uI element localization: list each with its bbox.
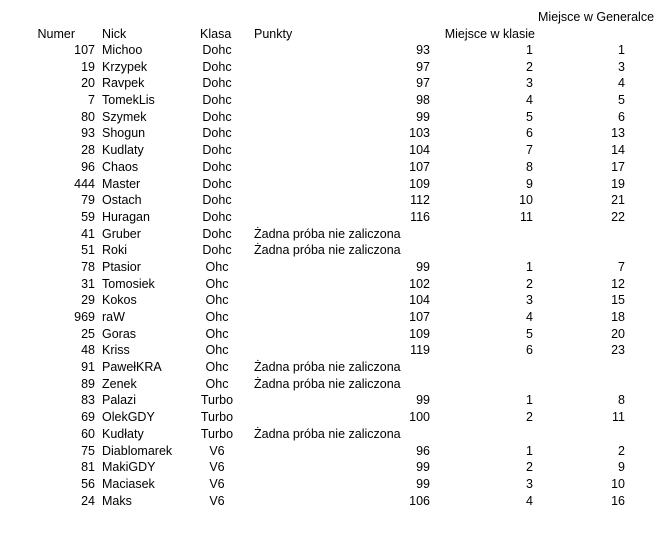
cell-nick: OlekGDY <box>102 410 155 425</box>
table-row <box>0 443 670 460</box>
table-row <box>0 309 670 326</box>
cell-numer: 60 <box>81 426 95 441</box>
cell-klasa: Ohc <box>205 376 229 391</box>
cell-punkty: 97 <box>416 76 430 91</box>
cell-miejsce-w-generalce: 20 <box>611 326 625 341</box>
cell-punkty: 99 <box>416 259 430 274</box>
cell-nick: Palazi <box>102 393 137 408</box>
cell-note: Żadna próba nie zaliczona <box>254 376 401 391</box>
cell-miejsce-w-generalce: 7 <box>618 259 625 274</box>
cell-numer: 96 <box>81 159 95 174</box>
cell-miejsce-w-klasie: 10 <box>519 193 533 208</box>
cell-nick: Krzypek <box>102 59 148 74</box>
cell-miejsce-w-klasie: 4 <box>526 310 533 324</box>
cell-miejsce-w-generalce: 2 <box>618 443 625 458</box>
cell-numer: 59 <box>81 209 95 224</box>
cell-klasa: Ohc <box>205 326 229 341</box>
cell-klasa: Dohc <box>202 43 232 57</box>
cell-nick: Zenek <box>102 376 137 391</box>
cell-numer: 93 <box>81 126 95 141</box>
table-row <box>0 359 670 376</box>
cell-klasa: Ohc <box>205 360 229 375</box>
cell-klasa: Dohc <box>202 93 232 108</box>
table-row <box>0 109 670 126</box>
cell-klasa: Dohc <box>202 209 232 224</box>
cell-punkty: 96 <box>416 443 430 458</box>
cell-numer: 107 <box>74 43 95 57</box>
cell-miejsce-w-generalce: 4 <box>618 76 625 91</box>
cell-numer: 83 <box>81 393 95 408</box>
cell-nick: Shogun <box>102 126 146 141</box>
cell-numer: 7 <box>88 93 95 108</box>
cell-miejsce-w-klasie: 4 <box>526 493 533 508</box>
cell-punkty: 112 <box>410 193 430 208</box>
results-table <box>0 8 670 509</box>
cell-numer: 91 <box>81 360 95 375</box>
cell-nick: Gruber <box>102 226 141 241</box>
cell-miejsce-w-klasie: 4 <box>526 93 533 108</box>
header-punkty: Punkty <box>254 27 293 41</box>
cell-punkty: 99 <box>416 460 430 475</box>
cell-klasa: Ohc <box>205 293 229 308</box>
cell-punkty: 106 <box>409 493 430 508</box>
cell-miejsce-w-klasie: 1 <box>526 393 533 408</box>
cell-nick: Huragan <box>102 209 150 224</box>
cell-punkty: 99 <box>416 476 430 491</box>
cell-miejsce-w-klasie: 2 <box>526 460 533 475</box>
cell-numer: 69 <box>81 410 95 425</box>
table-row <box>0 242 670 259</box>
cell-numer: 969 <box>74 310 95 324</box>
cell-punkty: 97 <box>416 59 430 74</box>
cell-punkty: 98 <box>416 93 430 108</box>
cell-klasa: Dohc <box>202 243 232 258</box>
cell-klasa: V6 <box>209 493 225 508</box>
table-header <box>0 8 670 42</box>
cell-klasa: Ohc <box>205 343 229 358</box>
cell-miejsce-w-klasie: 2 <box>526 410 533 425</box>
cell-numer: 28 <box>81 143 95 158</box>
cell-miejsce-w-generalce: 1 <box>618 43 625 57</box>
cell-miejsce-w-klasie: 5 <box>526 326 533 341</box>
cell-nick: Ptasior <box>102 259 141 274</box>
cell-nick: Szymek <box>102 109 147 124</box>
table-row <box>0 92 670 109</box>
table-row <box>0 75 670 92</box>
cell-numer: 79 <box>81 193 95 208</box>
table-row <box>0 176 670 193</box>
cell-numer: 48 <box>81 343 95 358</box>
cell-nick: TomekLis <box>102 93 155 108</box>
cell-numer: 444 <box>74 176 95 191</box>
cell-klasa: Dohc <box>202 193 232 208</box>
cell-miejsce-w-generalce: 12 <box>611 276 625 291</box>
cell-miejsce-w-generalce: 11 <box>612 410 625 425</box>
table-row <box>0 259 670 276</box>
cell-note: Żadna próba nie zaliczona <box>254 243 401 258</box>
cell-miejsce-w-generalce: 13 <box>611 126 625 141</box>
cell-numer: 25 <box>81 326 95 341</box>
cell-nick: Goras <box>102 326 137 341</box>
table-row <box>0 192 670 209</box>
cell-numer: 56 <box>81 476 95 491</box>
cell-nick: Master <box>102 176 141 191</box>
cell-miejsce-w-klasie: 6 <box>526 126 533 141</box>
cell-nick: Kudlaty <box>102 143 144 158</box>
cell-nick: Ostach <box>102 193 142 208</box>
cell-nick: Michoo <box>102 43 143 57</box>
table-row <box>0 426 670 443</box>
cell-nick: Kudłaty <box>102 426 144 441</box>
cell-klasa: Ohc <box>205 259 229 274</box>
cell-numer: 78 <box>81 259 95 274</box>
cell-klasa: Dohc <box>202 126 232 141</box>
cell-nick: Tomosiek <box>102 276 155 291</box>
cell-klasa: Turbo <box>200 410 234 425</box>
header-miejsce-w-generalce: Miejsce w Generalce <box>538 10 655 24</box>
cell-numer: 41 <box>81 226 95 241</box>
cell-nick: raW <box>102 310 125 324</box>
cell-miejsce-w-klasie: 9 <box>526 176 533 191</box>
header-klasa: Klasa <box>200 27 232 41</box>
table-row <box>0 476 670 493</box>
header-miejsce-w-klasie: Miejsce w klasie <box>444 27 535 41</box>
cell-numer: 80 <box>81 109 95 124</box>
cell-punkty: 104 <box>409 143 430 158</box>
cell-miejsce-w-generalce: 23 <box>611 343 625 358</box>
cell-klasa: Turbo <box>200 426 234 441</box>
table-row <box>0 493 670 510</box>
table-row <box>0 209 670 226</box>
cell-note: Żadna próba nie zaliczona <box>254 226 401 241</box>
cell-miejsce-w-generalce: 10 <box>611 476 625 491</box>
cell-miejsce-w-generalce: 5 <box>618 93 625 108</box>
cell-miejsce-w-klasie: 7 <box>526 143 533 158</box>
cell-klasa: Turbo <box>200 393 234 408</box>
cell-miejsce-w-klasie: 5 <box>526 109 533 124</box>
cell-numer: 75 <box>81 443 95 458</box>
header-nick: Nick <box>102 27 127 41</box>
cell-miejsce-w-generalce: 3 <box>618 59 625 74</box>
cell-punkty: 107 <box>409 159 430 174</box>
cell-numer: 29 <box>81 293 95 308</box>
table-row <box>0 392 670 409</box>
cell-miejsce-w-generalce: 22 <box>611 209 625 224</box>
cell-numer: 89 <box>81 376 95 391</box>
table-row <box>0 376 670 393</box>
cell-numer: 19 <box>81 59 95 74</box>
table-row <box>0 226 670 243</box>
table-row <box>0 42 670 59</box>
cell-punkty: 103 <box>409 126 430 141</box>
cell-numer: 20 <box>81 76 95 91</box>
cell-punkty: 109 <box>409 326 430 341</box>
table-row <box>0 59 670 76</box>
cell-klasa: Dohc <box>202 59 232 74</box>
table-row <box>0 409 670 426</box>
cell-klasa: Dohc <box>202 226 232 241</box>
cell-miejsce-w-klasie: 1 <box>526 443 533 458</box>
cell-miejsce-w-generalce: 8 <box>618 393 625 408</box>
cell-nick: Maciasek <box>102 476 155 491</box>
cell-nick: Kokos <box>102 293 137 308</box>
cell-numer: 81 <box>81 460 95 475</box>
cell-nick: Chaos <box>102 159 139 174</box>
cell-punkty: 119 <box>410 343 430 358</box>
cell-miejsce-w-generalce: 17 <box>611 159 625 174</box>
table-row <box>0 159 670 176</box>
cell-punkty: 99 <box>416 109 430 124</box>
cell-punkty: 109 <box>409 176 430 191</box>
cell-nick: MakiGDY <box>102 460 156 475</box>
cell-punkty: 116 <box>410 209 430 224</box>
cell-nick: PawełKRA <box>102 360 162 375</box>
cell-klasa: V6 <box>209 460 225 475</box>
cell-nick: Maks <box>102 493 132 508</box>
cell-klasa: V6 <box>209 443 225 458</box>
cell-klasa: Dohc <box>202 143 232 158</box>
cell-punkty: 104 <box>409 293 430 308</box>
cell-punkty: 102 <box>409 276 430 291</box>
table-row <box>0 459 670 476</box>
cell-miejsce-w-klasie: 3 <box>526 76 533 91</box>
cell-nick: Kriss <box>102 343 130 358</box>
cell-miejsce-w-klasie: 1 <box>526 43 533 57</box>
cell-miejsce-w-generalce: 19 <box>611 176 625 191</box>
table-row <box>0 142 670 159</box>
cell-numer: 24 <box>81 493 95 508</box>
cell-klasa: Dohc <box>202 159 232 174</box>
cell-miejsce-w-klasie: 2 <box>526 59 533 74</box>
cell-klasa: Ohc <box>205 310 229 324</box>
header-numer: Numer <box>37 27 75 41</box>
cell-punkty: 100 <box>409 410 430 425</box>
table-row <box>0 276 670 293</box>
cell-punkty: 93 <box>416 43 430 57</box>
cell-miejsce-w-klasie: 6 <box>526 343 533 358</box>
table-row <box>0 326 670 343</box>
table-row <box>0 292 670 309</box>
cell-miejsce-w-generalce: 9 <box>618 460 625 475</box>
cell-miejsce-w-klasie: 3 <box>526 293 533 308</box>
cell-miejsce-w-generalce: 18 <box>611 310 625 324</box>
cell-note: Żadna próba nie zaliczona <box>254 426 401 441</box>
cell-klasa: V6 <box>209 476 225 491</box>
cell-miejsce-w-generalce: 14 <box>611 143 625 158</box>
cell-note: Żadna próba nie zaliczona <box>254 360 401 375</box>
cell-nick: Ravpek <box>102 76 145 91</box>
cell-numer: 31 <box>81 276 95 291</box>
cell-miejsce-w-klasie: 3 <box>526 476 533 491</box>
cell-klasa: Ohc <box>205 276 229 291</box>
cell-nick: Roki <box>102 243 128 258</box>
cell-miejsce-w-generalce: 6 <box>618 109 625 124</box>
cell-miejsce-w-klasie: 1 <box>526 259 533 274</box>
cell-numer: 51 <box>81 243 95 258</box>
cell-miejsce-w-generalce: 16 <box>611 493 625 508</box>
cell-miejsce-w-klasie: 11 <box>520 209 533 224</box>
cell-klasa: Dohc <box>202 109 232 124</box>
table-row <box>0 125 670 142</box>
cell-klasa: Dohc <box>202 176 232 191</box>
cell-nick: Diablomarek <box>102 443 173 458</box>
cell-miejsce-w-klasie: 8 <box>526 159 533 174</box>
table-row <box>0 342 670 359</box>
cell-klasa: Dohc <box>202 76 232 91</box>
cell-punkty: 99 <box>416 393 430 408</box>
cell-miejsce-w-klasie: 2 <box>526 276 533 291</box>
table-body <box>0 42 670 509</box>
cell-punkty: 107 <box>409 310 430 324</box>
cell-miejsce-w-generalce: 15 <box>611 293 625 308</box>
cell-miejsce-w-generalce: 21 <box>611 193 625 208</box>
